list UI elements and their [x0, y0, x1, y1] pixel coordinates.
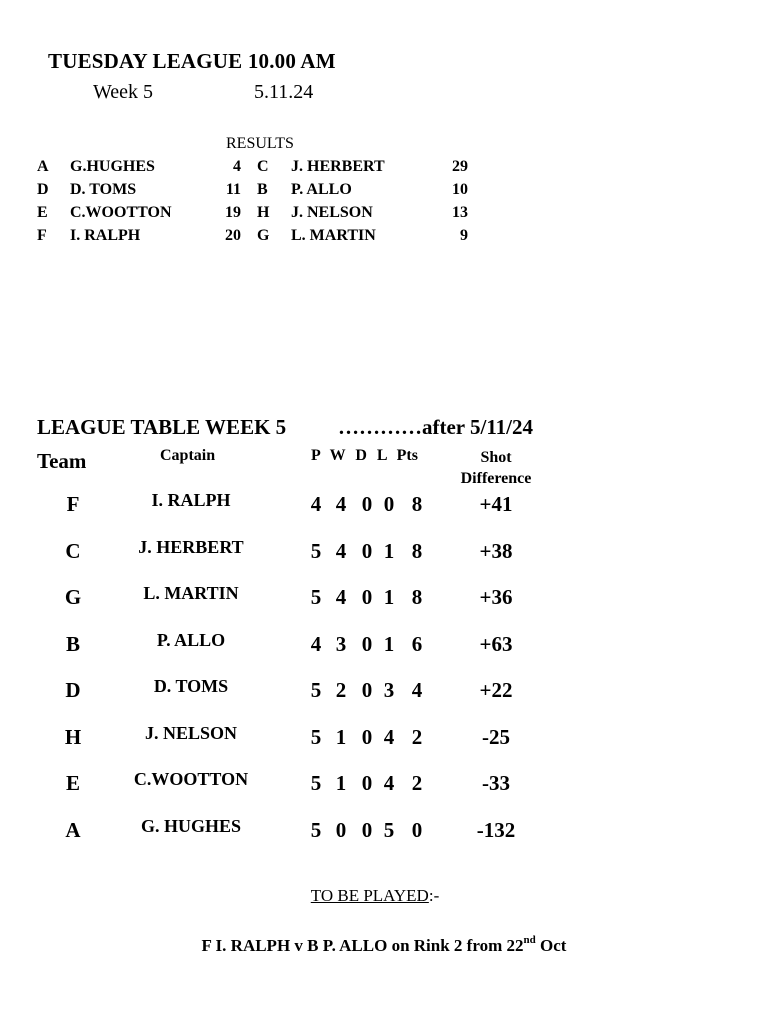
team-cell: H	[64, 725, 82, 749]
page-title: TUESDAY LEAGUE 10.00 AM	[48, 49, 336, 73]
drawn-cell: 0	[361, 492, 373, 516]
captain-cell: C.WOOTTON	[133, 769, 249, 789]
week-label: Week 5	[93, 81, 154, 103]
won-cell: 1	[335, 771, 347, 795]
result-row	[0, 158, 520, 178]
table-row	[0, 490, 768, 520]
drawn-cell: 0	[361, 818, 373, 842]
lost-cell: 4	[383, 771, 395, 795]
table-row	[0, 769, 768, 799]
result-score-2: 10	[452, 181, 468, 198]
lost-cell: 1	[383, 585, 395, 609]
result-team-1: F	[37, 227, 47, 244]
result-score-1: 4	[233, 158, 241, 175]
result-team-2: H	[257, 204, 270, 221]
result-captain-2: P. ALLO	[291, 181, 352, 198]
shot-difference-cell: +36	[479, 585, 513, 609]
played-cell: 4	[310, 492, 322, 516]
captain-cell: L. MARTIN	[143, 583, 239, 603]
result-team-2: G	[257, 227, 270, 244]
captain-cell: I. RALPH	[151, 490, 231, 510]
points-cell: 6	[411, 632, 423, 656]
result-team-1: A	[37, 158, 49, 175]
table-row	[0, 723, 768, 753]
result-score-1: 20	[225, 227, 241, 244]
result-captain-1: C.WOOTTON	[70, 204, 172, 221]
captain-cell: G. HUGHES	[140, 816, 242, 836]
result-captain-2: L. MARTIN	[291, 227, 376, 244]
won-cell: 3	[335, 632, 347, 656]
points-cell: 8	[411, 539, 423, 563]
to-be-played-suffix: :-	[428, 886, 440, 905]
lost-cell: 5	[383, 818, 395, 842]
result-row	[0, 181, 520, 201]
week-date: 5.11.24	[254, 81, 314, 103]
table-row	[0, 676, 768, 706]
table-row	[0, 537, 768, 567]
shot-difference-cell: -25	[482, 725, 510, 749]
team-cell: B	[65, 632, 80, 656]
fixture-end: Oct	[535, 936, 567, 955]
lost-cell: 1	[383, 539, 395, 563]
captain-cell: J. HERBERT	[138, 537, 244, 557]
won-cell: 4	[335, 585, 347, 609]
team-cell: G	[64, 585, 82, 609]
points-cell: 2	[411, 725, 423, 749]
column-header-captain: Captain	[160, 447, 216, 464]
drawn-cell: 0	[361, 725, 373, 749]
shot-difference-cell: +22	[479, 678, 513, 702]
result-row	[0, 204, 520, 224]
played-cell: 5	[310, 725, 322, 749]
column-header-team: Team	[37, 449, 87, 473]
shot-label: Shot	[480, 449, 512, 466]
won-cell: 1	[335, 725, 347, 749]
lost-cell: 0	[383, 492, 395, 516]
shot-difference-cell: +38	[479, 539, 513, 563]
result-row	[0, 227, 520, 247]
league-table-after-date: …………after 5/11/24	[338, 415, 534, 439]
result-score-2: 29	[452, 158, 468, 175]
result-team-1: E	[37, 204, 48, 221]
team-cell: A	[65, 818, 81, 842]
captain-cell: P. ALLO	[156, 630, 226, 650]
played-cell: 5	[310, 539, 322, 563]
won-cell: 2	[335, 678, 347, 702]
drawn-cell: 0	[361, 771, 373, 795]
to-be-played-heading	[0, 886, 750, 906]
result-team-2: B	[257, 181, 268, 198]
played-cell: 5	[310, 818, 322, 842]
played-cell: 5	[310, 771, 322, 795]
team-cell: C	[65, 539, 81, 563]
difference-label: Difference	[460, 470, 532, 487]
league-table-heading: LEAGUE TABLE WEEK 5	[37, 415, 287, 439]
team-cell: F	[66, 492, 80, 516]
points-cell: 2	[411, 771, 423, 795]
result-team-1: D	[37, 181, 49, 198]
result-score-2: 13	[452, 204, 468, 221]
points-cell: 4	[411, 678, 423, 702]
won-cell: 0	[335, 818, 347, 842]
drawn-cell: 0	[361, 678, 373, 702]
drawn-cell: 0	[361, 632, 373, 656]
drawn-cell: 0	[361, 585, 373, 609]
points-cell: 0	[411, 818, 423, 842]
points-cell: 8	[411, 492, 423, 516]
team-cell: D	[65, 678, 81, 702]
fixture-line	[0, 936, 768, 956]
played-cell: 4	[310, 632, 322, 656]
team-cell: E	[65, 771, 80, 795]
result-captain-1: G.HUGHES	[70, 158, 155, 175]
table-row	[0, 630, 768, 660]
drawn-cell: 0	[361, 539, 373, 563]
to-be-played-label: TO BE PLAYED	[310, 886, 429, 905]
shot-difference-cell: -33	[482, 771, 510, 795]
table-row	[0, 816, 768, 846]
won-cell: 4	[335, 539, 347, 563]
points-cell: 8	[411, 585, 423, 609]
result-captain-1: I. RALPH	[70, 227, 141, 244]
played-cell: 5	[310, 678, 322, 702]
result-captain-1: D. TOMS	[70, 181, 137, 198]
shot-difference-cell: +63	[479, 632, 513, 656]
column-header-shot-difference	[450, 447, 542, 489]
lost-cell: 4	[383, 725, 395, 749]
result-team-2: C	[257, 158, 269, 175]
captain-cell: D. TOMS	[153, 676, 229, 696]
result-score-1: 19	[225, 204, 241, 221]
lost-cell: 3	[383, 678, 395, 702]
fixture-ordinal: nd	[523, 934, 536, 946]
shot-difference-cell: -132	[476, 818, 516, 842]
result-captain-2: J. NELSON	[291, 204, 373, 221]
result-captain-2: J. HERBERT	[291, 158, 385, 175]
result-score-1: 11	[225, 181, 241, 198]
played-cell: 5	[310, 585, 322, 609]
result-score-2: 9	[460, 227, 468, 244]
captain-cell: J. NELSON	[144, 723, 238, 743]
fixture-main: F I. RALPH v B P. ALLO on Rink 2 from 22	[201, 936, 524, 955]
results-heading: RESULTS	[226, 135, 294, 152]
shot-difference-cell: +41	[479, 492, 513, 516]
lost-cell: 1	[383, 632, 395, 656]
won-cell: 4	[335, 492, 347, 516]
table-row	[0, 583, 768, 613]
column-header-pwdl: P W D L Pts	[311, 447, 418, 464]
